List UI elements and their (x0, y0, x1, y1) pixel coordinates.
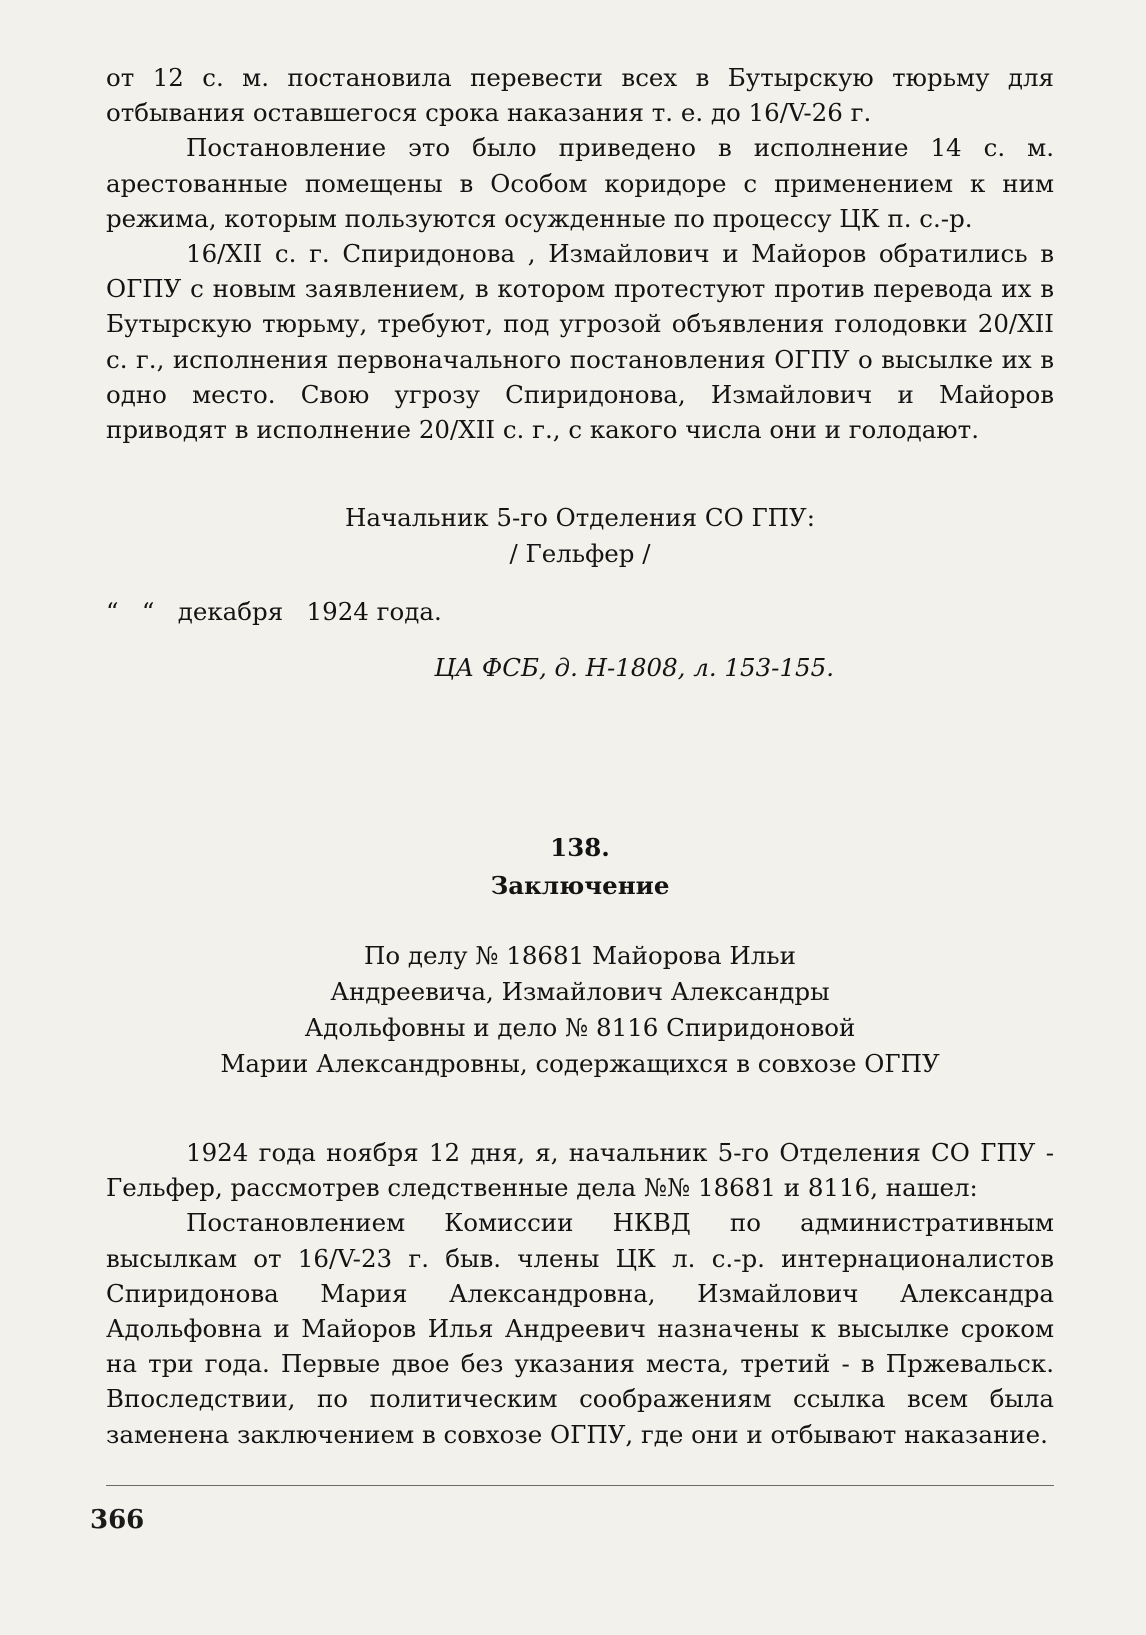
top-text-block (106, 60, 1054, 447)
page-number: 366 (90, 1505, 145, 1535)
subject-line-1: По делу № 18681 Майорова Ильи (364, 941, 796, 970)
paragraph-1: от 12 с. м. постановила перевести всех в Бутырскую тюрьму для отбывания оставшегося срока наказания т. е. до 16/V-26 г. (106, 63, 1054, 128)
signature-title: Начальник 5-го Отделения СО ГПУ: (344, 503, 816, 532)
paragraph-3: 16/XII с. г. Спиридонова , Измайлович и Майоров обратились в ОГПУ с новым заявлением, в котором протестуют против перевода их в Бутырскую тюрьму, требуют, под угрозой объявления голодовки 20/XII с. г., исполнения первоначального постановления ОГПУ о высылке их в одно место. Свою угрозу Спиридонова, Измайлович и Майоров приводят в исполнение 20/XII с. г., с какого числа они и голодают. (106, 239, 1054, 445)
footer-rule (106, 1485, 1054, 1486)
subject-line-2: Андреевича, Измайлович Александры (330, 977, 830, 1006)
subject-line-3: Адольфовны и дело № 8116 Спиридоновой (304, 1013, 856, 1042)
signature-date: “ “ декабря 1924 года. (106, 597, 442, 626)
archive-reference: ЦА ФСБ, д. Н-1808, л. 153-155. (434, 653, 834, 682)
paragraph-4: 1924 года ноября 12 дня, я, начальник 5-го Отделения СО ГПУ - Гельфер, рассмотрев следственные дела №№ 18681 и 8116, нашел: (106, 1138, 1054, 1203)
paragraph-2: Постановление это было приведено в исполнение 14 с. м. арестованные помещены в Особом коридоре с применением к ним режима, которым пользуются осужденные по процессу ЦК п. с.-р. (106, 133, 1054, 233)
signature-block (106, 500, 1054, 700)
document-title: Заключение (490, 871, 670, 900)
bottom-text-block (106, 1135, 1054, 1452)
subject-line-4: Марии Александровны, содержащихся в совхозе ОГПУ (220, 1049, 940, 1078)
document-number: 138. (550, 833, 610, 862)
signature-name: / Гельфер / (509, 539, 651, 568)
document-heading (106, 830, 1054, 1130)
paragraph-5: Постановлением Комиссии НКВД по административным высылкам от 16/V-23 г. быв. члены ЦК л. с.-р. интернационалистов Спиридонова Мария Александровна, Измайлович Александра Адольфовна и Майоров Илья Андреевич назначены к высылке сроком на три года. Первые двое без указания места, третий - в Пржевальск. Впоследствии, по политическим соображениям ссылка всем была заменена заключением в совхозе ОГПУ, где они и отбывают наказание. (106, 1208, 1054, 1449)
